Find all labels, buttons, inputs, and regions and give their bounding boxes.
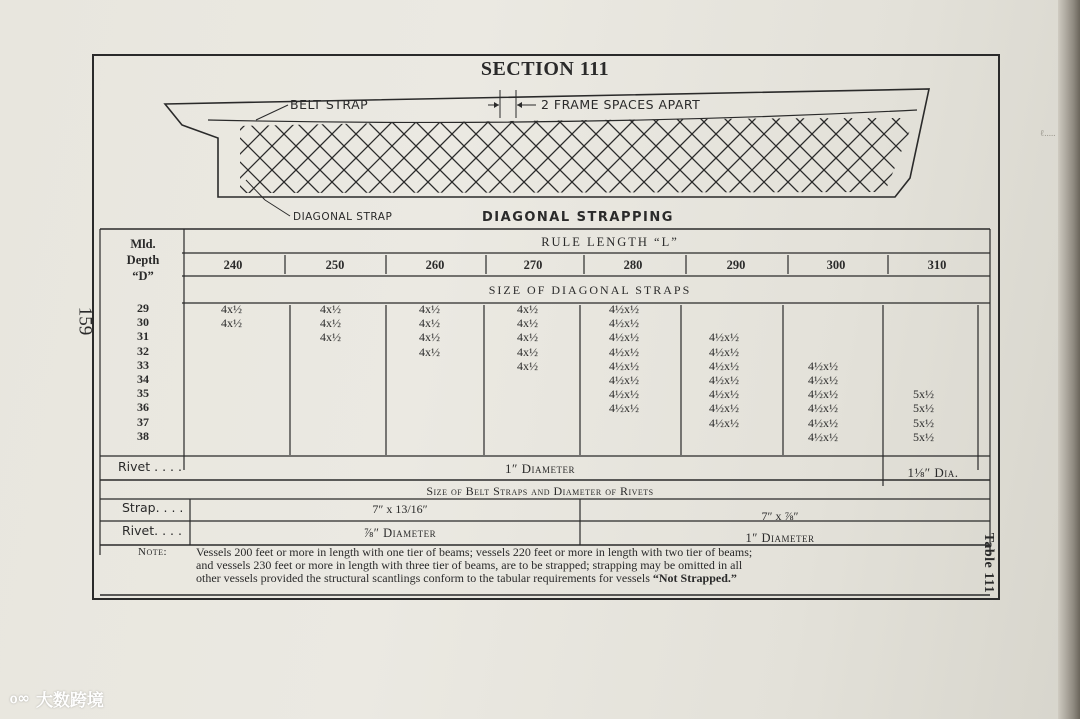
belt-strap-label: BELT STRAP xyxy=(290,97,369,112)
strap-size-cell: 4½x½ xyxy=(808,415,838,430)
belt-header: Size of Belt Straps and Diameter of Rivets xyxy=(426,484,654,498)
hatch-line xyxy=(100,118,180,198)
strap-size-cell: 4½x½ xyxy=(709,344,739,359)
hatch-line xyxy=(148,118,228,198)
strap-size-cell: 4x½ xyxy=(320,316,341,331)
strap-size-cell: 4½x½ xyxy=(609,316,639,331)
strap-left-size: 7″ x 13/16″ xyxy=(372,502,428,516)
strap-size-cell: 5x½ xyxy=(913,415,934,430)
depth-value: 30 xyxy=(137,315,149,330)
hatch-line xyxy=(1060,118,1080,198)
hatch-line xyxy=(988,118,1068,198)
strap-size-cell: 4½x½ xyxy=(609,401,639,416)
hatch-line xyxy=(1012,118,1080,198)
rivet-310-diameter: 1⅛″ Dia. xyxy=(907,465,959,480)
page-number: 159 xyxy=(74,306,96,336)
strap-right-size: 7″ x ⅞″ xyxy=(761,509,799,523)
strap-size-cell: 4½x½ xyxy=(808,401,838,416)
strap-size-cell: 4x½ xyxy=(517,330,538,345)
watermark: ᧐∞ 大数跨境 xyxy=(10,689,104,711)
strap-size-cell: 4½x½ xyxy=(709,387,739,402)
depth-value: 37 xyxy=(137,414,149,429)
hatch-line xyxy=(100,118,180,198)
table-tag: Table 111 xyxy=(981,532,997,594)
hatch-line xyxy=(124,118,204,198)
rivet2-label: Rivet. . . . xyxy=(122,523,182,538)
length-header: 290 xyxy=(726,258,746,272)
rivet-main-diameter: 1″ Diameter xyxy=(504,461,576,476)
strap-size-cell: 4x½ xyxy=(320,330,341,345)
depth-value: 35 xyxy=(137,386,149,401)
length-header: 310 xyxy=(927,258,947,272)
strap-size-cell: 4x½ xyxy=(517,316,538,331)
strap-size-cell: 4½x½ xyxy=(609,344,639,359)
strap-size-cell: 4½x½ xyxy=(808,358,838,373)
depth-value: 29 xyxy=(137,301,149,315)
hatch-line xyxy=(1036,118,1080,198)
strap-size-cell: 4x½ xyxy=(419,344,440,359)
depth-value: 31 xyxy=(137,329,149,344)
hatch-line xyxy=(988,118,1068,198)
strap-size-cell: 4½x½ xyxy=(609,330,639,345)
depth-value: 38 xyxy=(137,428,149,443)
faded-handwriting: ℓ..... xyxy=(1040,128,1056,138)
hatch-line xyxy=(1060,118,1080,198)
watermark-logo-icon: ᧐∞ xyxy=(10,689,30,707)
hatch-line xyxy=(940,118,1020,198)
depth-value: 33 xyxy=(137,357,149,372)
length-header: 280 xyxy=(623,258,643,272)
length-header: 300 xyxy=(826,258,846,272)
strap-size-cell: 4½x½ xyxy=(609,387,639,402)
strap-size-cell: 4x½ xyxy=(419,302,440,316)
strap-size-cell: 4½x½ xyxy=(709,415,739,430)
strap-size-cell: 4½x½ xyxy=(808,387,838,402)
rivet-left-diameter: ⅞″ Diameter xyxy=(363,526,437,540)
length-header: 270 xyxy=(523,258,543,272)
strap-size-cell: 4x½ xyxy=(419,316,440,331)
strap-size-cell: 4x½ xyxy=(517,344,538,359)
depth-header: Mld. Depth “D” xyxy=(126,237,160,283)
hatch-line xyxy=(1012,118,1080,198)
strap-size-cell: 4½x½ xyxy=(609,302,639,316)
rule-length-header: RULE LENGTH “L” xyxy=(541,235,679,249)
hatch-line xyxy=(124,118,204,198)
strap-size-cell: 4x½ xyxy=(517,302,538,316)
depth-value: 32 xyxy=(137,343,149,358)
length-header: 260 xyxy=(425,258,445,272)
strap-size-cell: 4½x½ xyxy=(709,358,739,373)
diagonal-hatch xyxy=(100,118,1080,198)
strap-size-cell: 4½x½ xyxy=(709,330,739,345)
hatch-line xyxy=(964,118,1044,198)
hatch-line xyxy=(148,118,228,198)
strap-size-cell: 4x½ xyxy=(221,302,242,316)
strap-size-cell: 4½x½ xyxy=(709,401,739,416)
strap-size-cell: 4x½ xyxy=(419,330,440,345)
hatch-line xyxy=(940,118,1020,198)
strap-size-cell: 5x½ xyxy=(913,387,934,402)
sizes-header: SIZE OF DIAGONAL STRAPS xyxy=(488,283,692,297)
strap-size-cell: 4x½ xyxy=(320,302,341,316)
frame-spaces-label: 2 FRAME SPACES APART xyxy=(541,97,701,112)
note-body: Vessels 200 feet or more in length with one tier of beams; vessels 220 feet or more in length with two tier of beams; and vessels 230 feet or more in length with three tier of beams, are to be strapped; strapping may be omitted in all other vessels provided the structural scantlings conform to the tabular requirements for vessels “Not Strapped.” xyxy=(196,545,753,585)
note-label: Note: xyxy=(138,546,168,558)
strap-size-cell: 4½x½ xyxy=(808,373,838,387)
strap-size-cell: 4½x½ xyxy=(808,429,838,444)
strap-size-cell: 4x½ xyxy=(517,358,538,373)
diagonal-strap-label: DIAGONAL STRAP xyxy=(293,211,393,223)
strap-size-cell: 4x½ xyxy=(221,316,242,331)
depth-value: 34 xyxy=(137,372,149,386)
strap-size-cell: 5x½ xyxy=(913,429,934,444)
strap-label: Strap. . . . xyxy=(122,500,184,515)
section-title: SECTION 111 xyxy=(480,58,610,80)
hatch-line xyxy=(964,118,1044,198)
hatch-line xyxy=(916,118,996,198)
note-emphasis: “Not Strapped.” xyxy=(652,571,737,585)
hatch-line xyxy=(916,118,996,198)
diagram-title: DIAGONAL STRAPPING xyxy=(482,210,674,225)
length-header: 250 xyxy=(325,258,345,272)
strap-size-cell: 4½x½ xyxy=(609,358,639,373)
hatch-line xyxy=(1036,118,1080,198)
strap-size-cell: 4½x½ xyxy=(709,373,739,387)
depth-value: 36 xyxy=(137,400,149,415)
strap-size-cell: 5x½ xyxy=(913,401,934,416)
strap-size-cell: 4½x½ xyxy=(609,373,639,387)
rivet-right-diameter: 1″ Diameter xyxy=(745,531,815,545)
length-header: 240 xyxy=(223,258,243,272)
rivet-label: Rivet . . . . xyxy=(118,459,182,474)
